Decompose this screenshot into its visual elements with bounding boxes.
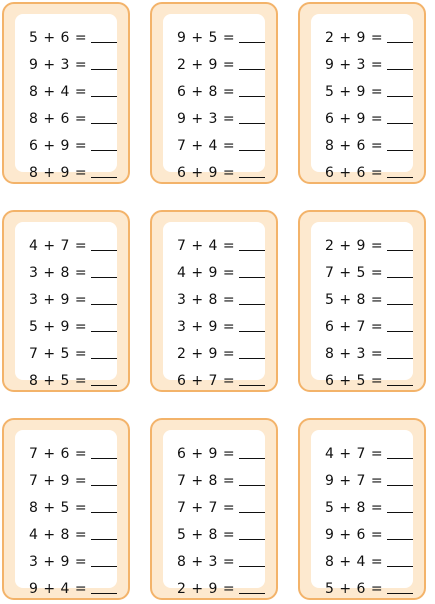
answer-blank[interactable] xyxy=(91,511,117,513)
answer-blank[interactable] xyxy=(387,511,413,513)
problem-text: 5 + 6 = xyxy=(325,581,384,597)
problem-text: 9 + 6 = xyxy=(325,527,384,543)
problem-text: 8 + 3 = xyxy=(325,346,384,362)
answer-blank[interactable] xyxy=(387,68,413,70)
addition-problem xyxy=(15,490,117,517)
answer-blank[interactable] xyxy=(387,176,413,178)
addition-problem xyxy=(311,282,413,309)
problem-text: 9 + 3 = xyxy=(325,57,384,73)
answer-blank[interactable] xyxy=(239,357,265,359)
addition-problem xyxy=(15,155,117,182)
answer-blank[interactable] xyxy=(239,41,265,43)
addition-problem xyxy=(163,282,265,309)
addition-problem xyxy=(311,363,413,390)
answer-blank[interactable] xyxy=(387,41,413,43)
problem-text: 6 + 6 = xyxy=(325,165,384,181)
answer-blank[interactable] xyxy=(91,95,117,97)
problem-text: 6 + 5 = xyxy=(325,373,384,389)
card-inner-panel xyxy=(15,222,117,389)
addition-problem xyxy=(163,490,265,517)
answer-blank[interactable] xyxy=(387,384,413,386)
addition-problem xyxy=(163,228,265,255)
answer-blank[interactable] xyxy=(91,538,117,540)
exercise-card xyxy=(2,418,130,600)
problem-text: 3 + 9 = xyxy=(177,319,236,335)
exercise-card xyxy=(2,210,130,392)
answer-blank[interactable] xyxy=(387,538,413,540)
problem-text: 7 + 5 = xyxy=(29,346,88,362)
problem-text: 9 + 3 = xyxy=(177,111,236,127)
addition-problem xyxy=(311,47,413,74)
answer-blank[interactable] xyxy=(91,276,117,278)
addition-problem xyxy=(15,436,117,463)
problem-text: 3 + 9 = xyxy=(29,554,88,570)
addition-problem xyxy=(163,155,265,182)
problem-text: 5 + 6 = xyxy=(29,30,88,46)
problem-text: 5 + 9 = xyxy=(29,319,88,335)
problem-text: 4 + 9 = xyxy=(177,265,236,281)
addition-problem xyxy=(311,571,413,598)
answer-blank[interactable] xyxy=(239,330,265,332)
exercise-card xyxy=(150,418,278,600)
answer-blank[interactable] xyxy=(387,276,413,278)
card-inner-panel xyxy=(163,222,265,389)
addition-problem xyxy=(163,544,265,571)
problem-text: 9 + 7 = xyxy=(325,473,384,489)
answer-blank[interactable] xyxy=(239,149,265,151)
addition-problem xyxy=(15,309,117,336)
addition-problem xyxy=(15,74,117,101)
addition-problem xyxy=(311,74,413,101)
problem-text: 4 + 7 = xyxy=(325,446,384,462)
answer-blank[interactable] xyxy=(239,384,265,386)
addition-problem xyxy=(163,463,265,490)
problem-text: 9 + 3 = xyxy=(29,57,88,73)
problem-text: 6 + 7 = xyxy=(177,373,236,389)
answer-blank[interactable] xyxy=(387,592,413,594)
problem-text: 7 + 5 = xyxy=(325,265,384,281)
addition-problem xyxy=(15,463,117,490)
problem-text: 5 + 8 = xyxy=(177,527,236,543)
problem-text: 7 + 4 = xyxy=(177,238,236,254)
problem-text: 9 + 5 = xyxy=(177,30,236,46)
addition-problem xyxy=(163,436,265,463)
card-inner-panel xyxy=(311,14,413,181)
addition-problem xyxy=(163,571,265,598)
addition-problem xyxy=(311,255,413,282)
answer-blank[interactable] xyxy=(91,565,117,567)
problem-text: 2 + 9 = xyxy=(325,30,384,46)
answer-blank[interactable] xyxy=(387,249,413,251)
problem-text: 4 + 8 = xyxy=(29,527,88,543)
problem-text: 8 + 5 = xyxy=(29,500,88,516)
exercise-card xyxy=(150,2,278,184)
addition-problem xyxy=(15,255,117,282)
answer-blank[interactable] xyxy=(387,303,413,305)
problem-text: 2 + 9 = xyxy=(177,346,236,362)
addition-problem xyxy=(163,517,265,544)
answer-blank[interactable] xyxy=(239,538,265,540)
problem-text: 2 + 9 = xyxy=(177,57,236,73)
card-inner-panel xyxy=(15,430,117,597)
answer-blank[interactable] xyxy=(239,303,265,305)
addition-problem xyxy=(15,282,117,309)
addition-problem xyxy=(311,544,413,571)
card-inner-panel xyxy=(311,222,413,389)
addition-problem xyxy=(15,363,117,390)
answer-blank[interactable] xyxy=(239,176,265,178)
problem-text: 7 + 7 = xyxy=(177,500,236,516)
addition-problem xyxy=(311,228,413,255)
addition-problem xyxy=(311,490,413,517)
card-inner-panel xyxy=(163,14,265,181)
addition-problem xyxy=(163,20,265,47)
answer-blank[interactable] xyxy=(387,484,413,486)
card-inner-panel xyxy=(15,14,117,181)
problem-text: 8 + 6 = xyxy=(325,138,384,154)
addition-problem xyxy=(15,128,117,155)
answer-blank[interactable] xyxy=(91,384,117,386)
addition-problem xyxy=(311,517,413,544)
card-inner-panel xyxy=(163,430,265,597)
answer-blank[interactable] xyxy=(239,484,265,486)
problem-text: 5 + 9 = xyxy=(325,84,384,100)
problem-text: 6 + 7 = xyxy=(325,319,384,335)
problem-text: 2 + 9 = xyxy=(325,238,384,254)
addition-problem xyxy=(163,363,265,390)
addition-problem xyxy=(15,336,117,363)
answer-blank[interactable] xyxy=(239,249,265,251)
problem-text: 2 + 9 = xyxy=(177,581,236,597)
addition-problem xyxy=(311,463,413,490)
problem-text: 8 + 4 = xyxy=(325,554,384,570)
addition-problem xyxy=(163,336,265,363)
exercise-card xyxy=(298,418,426,600)
problem-text: 8 + 3 = xyxy=(177,554,236,570)
addition-problem xyxy=(163,128,265,155)
addition-problem xyxy=(163,74,265,101)
problem-text: 7 + 6 = xyxy=(29,446,88,462)
addition-problem xyxy=(311,436,413,463)
exercise-card xyxy=(2,2,130,184)
addition-problem xyxy=(163,309,265,336)
problem-text: 7 + 9 = xyxy=(29,473,88,489)
answer-blank[interactable] xyxy=(91,68,117,70)
answer-blank[interactable] xyxy=(239,457,265,459)
addition-problem xyxy=(15,517,117,544)
problem-text: 8 + 4 = xyxy=(29,84,88,100)
problem-text: 5 + 8 = xyxy=(325,292,384,308)
answer-blank[interactable] xyxy=(239,592,265,594)
problem-text: 6 + 9 = xyxy=(177,446,236,462)
answer-blank[interactable] xyxy=(91,41,117,43)
answer-blank[interactable] xyxy=(239,511,265,513)
problem-text: 6 + 9 = xyxy=(325,111,384,127)
answer-blank[interactable] xyxy=(91,484,117,486)
answer-blank[interactable] xyxy=(387,565,413,567)
problem-text: 6 + 9 = xyxy=(29,138,88,154)
addition-problem xyxy=(311,155,413,182)
addition-problem xyxy=(311,20,413,47)
answer-blank[interactable] xyxy=(239,122,265,124)
answer-blank[interactable] xyxy=(387,149,413,151)
answer-blank[interactable] xyxy=(387,457,413,459)
problem-text: 3 + 8 = xyxy=(29,265,88,281)
problem-text: 6 + 9 = xyxy=(177,165,236,181)
problem-text: 3 + 9 = xyxy=(29,292,88,308)
addition-problem xyxy=(311,336,413,363)
answer-blank[interactable] xyxy=(91,457,117,459)
answer-blank[interactable] xyxy=(91,249,117,251)
problem-text: 8 + 9 = xyxy=(29,165,88,181)
answer-blank[interactable] xyxy=(91,176,117,178)
answer-blank[interactable] xyxy=(239,68,265,70)
addition-problem xyxy=(163,101,265,128)
addition-problem xyxy=(163,255,265,282)
exercise-card xyxy=(150,210,278,392)
addition-problem xyxy=(15,101,117,128)
problem-text: 8 + 6 = xyxy=(29,111,88,127)
problem-text: 6 + 8 = xyxy=(177,84,236,100)
addition-problem xyxy=(311,128,413,155)
answer-blank[interactable] xyxy=(387,95,413,97)
answer-blank[interactable] xyxy=(239,276,265,278)
problem-text: 5 + 8 = xyxy=(325,500,384,516)
addition-problem xyxy=(15,20,117,47)
problem-text: 3 + 8 = xyxy=(177,292,236,308)
answer-blank[interactable] xyxy=(91,303,117,305)
answer-blank[interactable] xyxy=(387,122,413,124)
card-inner-panel xyxy=(311,430,413,597)
answer-blank[interactable] xyxy=(387,330,413,332)
answer-blank[interactable] xyxy=(387,357,413,359)
problem-text: 9 + 4 = xyxy=(29,581,88,597)
addition-problem xyxy=(15,228,117,255)
addition-problem xyxy=(163,47,265,74)
exercise-card xyxy=(298,2,426,184)
answer-blank[interactable] xyxy=(91,592,117,594)
problem-text: 7 + 8 = xyxy=(177,473,236,489)
addition-problem xyxy=(15,571,117,598)
addition-problem xyxy=(15,47,117,74)
problem-text: 8 + 5 = xyxy=(29,373,88,389)
answer-blank[interactable] xyxy=(91,357,117,359)
problem-text: 4 + 7 = xyxy=(29,238,88,254)
answer-blank[interactable] xyxy=(91,149,117,151)
addition-problem xyxy=(311,309,413,336)
exercise-card xyxy=(298,210,426,392)
addition-problem xyxy=(15,544,117,571)
answer-blank[interactable] xyxy=(239,95,265,97)
answer-blank[interactable] xyxy=(239,565,265,567)
answer-blank[interactable] xyxy=(91,330,117,332)
answer-blank[interactable] xyxy=(91,122,117,124)
problem-text: 7 + 4 = xyxy=(177,138,236,154)
addition-problem xyxy=(311,101,413,128)
